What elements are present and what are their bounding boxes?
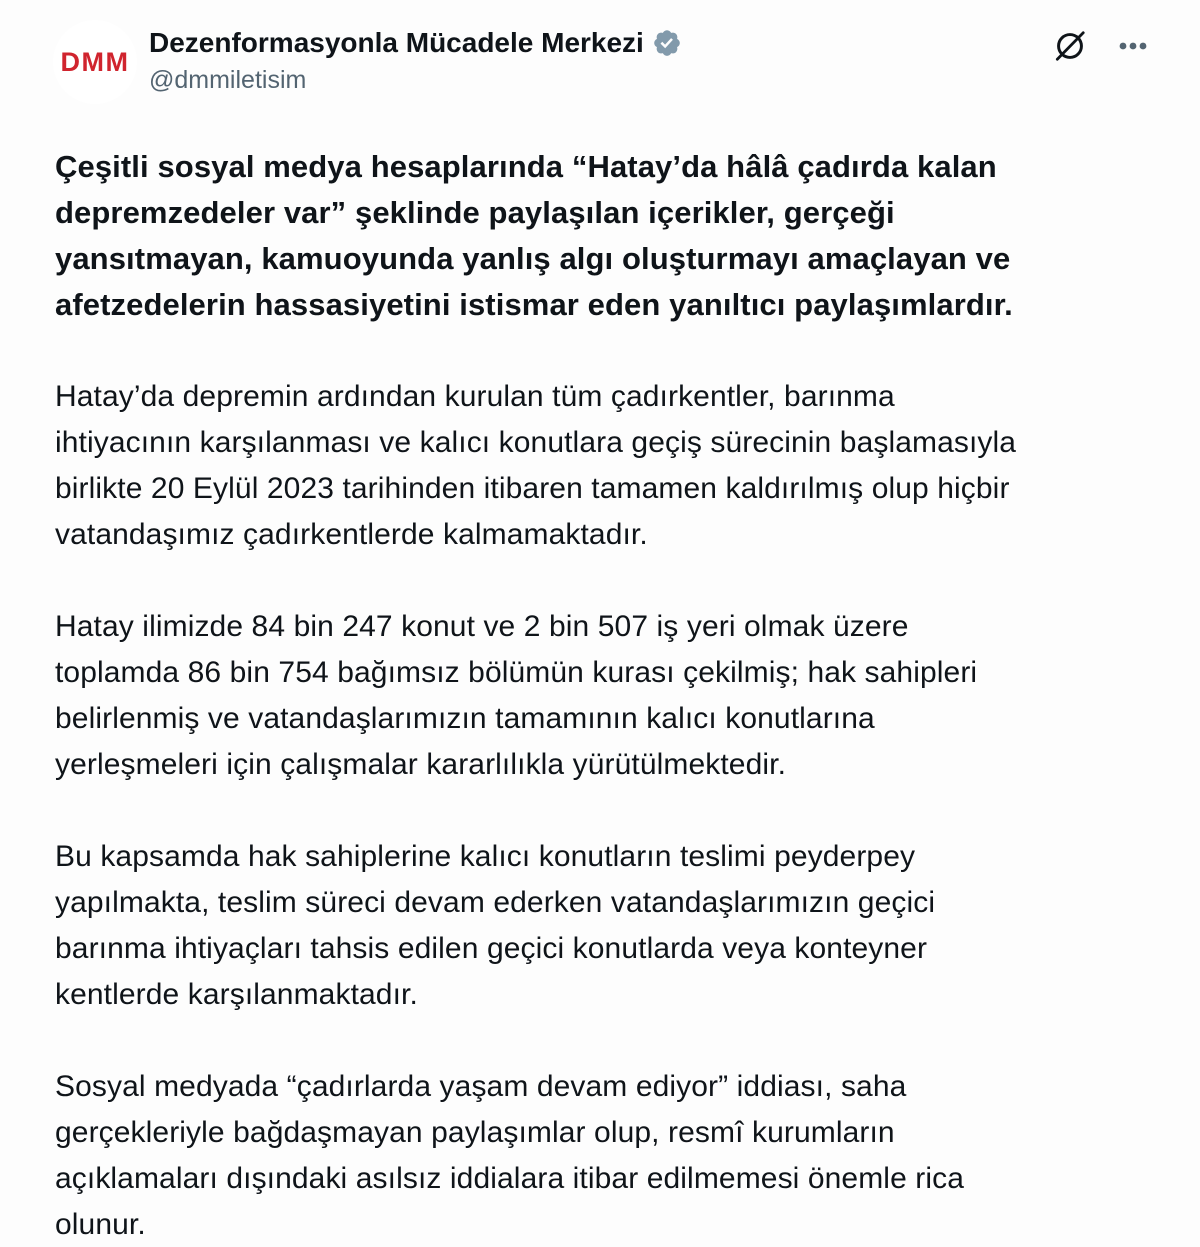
ellipsis-icon — [1116, 29, 1150, 63]
paragraph-claim-summary — [55, 144, 1150, 328]
text-line: Hatay ilimizde 84 bin 247 konut ve 2 bin 507 iş yeri olmak üzere — [55, 610, 909, 643]
slashed-circle-icon — [1052, 28, 1088, 64]
text-line: açıklamaları dışındaki asılsız iddialara itibar edilmemesi önemle rica — [55, 1162, 965, 1195]
text-line: belirlenmiş ve vatandaşlarımızın tamamının kalıcı konutlarına — [55, 702, 875, 735]
text-line: yerleşmeleri için çalışmalar kararlılıkla yürütülmektedir. — [55, 748, 787, 781]
text-line: Çeşitli sosyal medya hesaplarında “Hatay’da hâlâ çadırda kalan — [55, 149, 997, 184]
text-line: afetzedelerin hassasiyetini istismar eden yanıltıcı paylaşımlardır. — [55, 287, 1013, 322]
author-identity — [149, 20, 682, 95]
more-options-button[interactable] — [1114, 27, 1152, 65]
text-line: gerçekleriyle bağdaşmayan paylaşımlar olup, resmî kurumların — [55, 1116, 895, 1149]
paragraph-tent-cities — [55, 374, 1150, 558]
text-line: depremzedeler var” şeklinde paylaşılan içerikler, gerçeği — [55, 195, 895, 230]
text-line: Bu kapsamda hak sahiplerine kalıcı konutların teslimi peyderpey — [55, 840, 916, 873]
text-line: toplamda 86 bin 754 bağımsız bölümün kurası çekilmiş; hak sahipleri — [55, 656, 978, 689]
text-line: ihtiyacının karşılanması ve kalıcı konutlara geçiş sürecinin başlamasıyla — [55, 426, 1017, 459]
verified-badge-icon — [652, 28, 682, 58]
text-line: birlikte 20 Eylül 2023 tarihinden itibaren tamamen kaldırılmış olup hiçbir — [55, 472, 1010, 505]
paragraph-conclusion — [55, 1064, 1150, 1247]
paragraph-housing-numbers — [55, 604, 1150, 788]
text-line: yansıtmayan, kamuoyunda yanlış algı oluşturmayı amaçlayan ve — [55, 241, 1011, 276]
text-line: yapılmakta, teslim süreci devam ederken vatandaşlarımızın geçici — [55, 886, 936, 919]
display-name: Dezenformasyonla Mücadele Merkezi — [149, 27, 644, 58]
author-name-link[interactable] — [149, 26, 682, 60]
avatar-dmm-logo: DMM — [60, 46, 130, 77]
tweet-header — [0, 0, 1200, 104]
paragraph-delivery-process — [55, 834, 1150, 1018]
text-line: vatandaşımız çadırkentlerde kalmamaktadır. — [55, 518, 648, 551]
header-actions — [1050, 20, 1152, 66]
text-line: kentlerde karşılanmaktadır. — [55, 978, 418, 1011]
text-line: Hatay’da depremin ardından kurulan tüm çadırkentler, barınma — [55, 380, 895, 413]
text-line: barınma ihtiyaçları tahsis edilen geçici konutlarda veya konteyner — [55, 932, 928, 965]
text-line: Sosyal medyada “çadırlarda yaşam devam ediyor” iddiası, saha — [55, 1070, 907, 1103]
avatar[interactable] — [53, 20, 137, 104]
grok-actions-button[interactable] — [1050, 26, 1090, 66]
text-line: olunur. — [55, 1208, 146, 1241]
author-handle[interactable]: @dmmiletisim — [149, 66, 307, 94]
tweet-text — [0, 144, 1200, 1247]
